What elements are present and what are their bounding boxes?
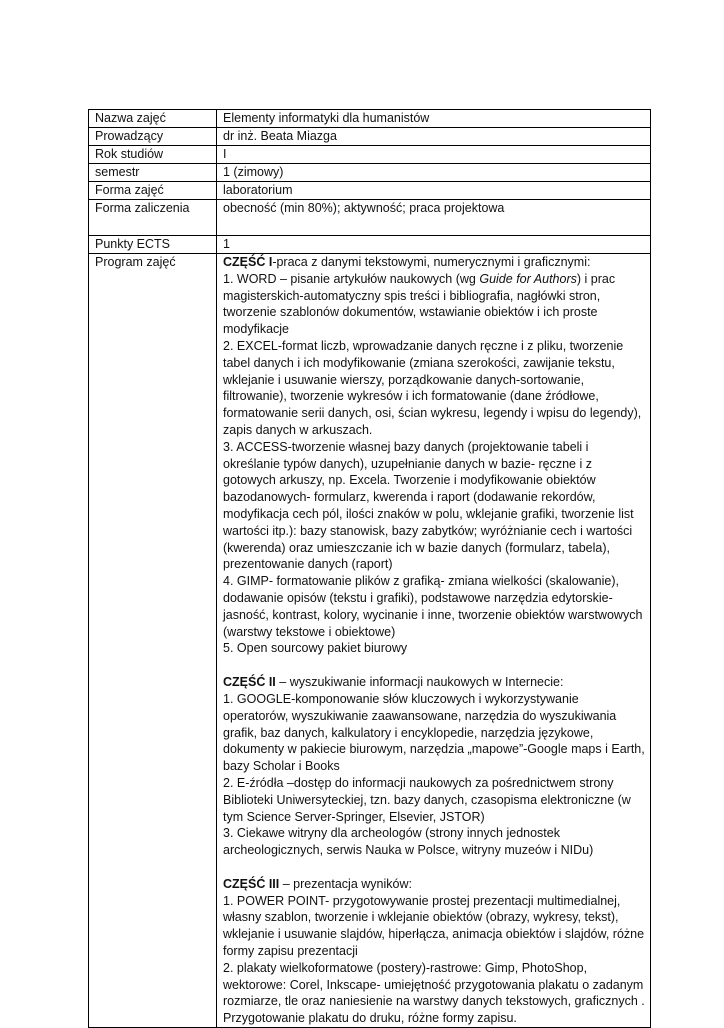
row-value: dr inż. Beata Miazga — [217, 128, 651, 146]
part2-item-websites: 3. Ciekawe witryny dla archeologów (strony innych jednostek archeologicznych, serwis Nauka w Polsce, witryny muzeów i NIDu) — [223, 826, 594, 858]
row-value: laboratorium — [217, 182, 651, 200]
row-label: Rok studiów — [89, 146, 217, 164]
row-label: Prowadzący — [89, 128, 217, 146]
program-content — [217, 254, 651, 1028]
spacer — [223, 657, 646, 674]
row-value: 1 (zimowy) — [217, 164, 651, 182]
part1-title: CZĘŚĆ I — [223, 255, 273, 269]
row-label: Forma zaliczenia — [89, 200, 217, 236]
table-row — [89, 200, 651, 236]
part2-title: CZĘŚĆ II — [223, 675, 276, 690]
table-row — [89, 236, 651, 254]
table-row — [89, 182, 651, 200]
part3-heading — [223, 876, 646, 893]
item-text: ) i prac magisterskich-automatyczny spis treści i bibliografia, nagłówki stron, tworzenie szablonów dokumentów, wstawianie obiektów i ich proste modyfikacje — [223, 271, 616, 337]
part3-item-powerpoint: 1. POWER POINT- przygotowywanie prostej prezentacji multimedialnej, własny szablon, tworzenie i wklejanie obiektów (obrazy, wykresy, tekst), wklejanie i usuwanie slajdów, hiperłącza, animacja obiektów i slajdów, różne formy zapisu prezentacji — [223, 893, 645, 959]
row-label: Punkty ECTS — [89, 236, 217, 254]
row-label: semestr — [89, 164, 217, 182]
table-row — [89, 254, 651, 1028]
table-row — [89, 146, 651, 164]
row-value: I — [217, 146, 651, 164]
part1-subtitle: -praca z danymi tekstowymi, numerycznymi i graficznymi: — [272, 255, 591, 269]
spacer — [223, 859, 646, 876]
row-label: Nazwa zajęć — [89, 110, 217, 128]
item-italic: Guide for Authors — [479, 271, 577, 286]
part1-item-open-source: 5. Open sourcowy pakiet biurowy — [223, 641, 408, 656]
part3-item-posters: 2. plakaty wielkoformatowe (postery)-rastrowe: Gimp, PhotoShop, wektorowe: Corel, Inkscape- umiejętność przygotowania plakatu o zadanym rozmiarze, tle oraz naniesienie na warstwy danych tekstowych, graficznych . Przygotowanie plakatu do druku, różne formy zapisu. — [223, 960, 645, 1026]
item-text: 1. WORD – pisanie artykułów naukowych (wg — [223, 271, 480, 286]
part3-title: CZĘŚĆ III — [223, 876, 280, 891]
part1-item-gimp: 4. GIMP- formatowanie plików z grafiką- zmiana wielkości (skalowanie), dodawanie opisów (tekstu i grafiki), podstawowe narzędzia edytorskie- jasność, kontrast, kolory, wycinanie i inne, tworzenie obiektów warstwowych (warstwy tekstowe i obiektowe) — [223, 574, 643, 639]
part3-subtitle: – prezentacja wyników: — [279, 876, 412, 891]
part1-item-word — [223, 271, 646, 338]
part1-item-access: 3. ACCESS-tworzenie własnej bazy danych (projektowanie tabeli i określanie typów danych), uzupełnianie danych w bazie- ręczne i z gotowych arkuszy, np. Excela. Tworzenie i modyfikowanie obiektów bazodanowych- formularz, kwerenda i raport (dodawanie rekordów, modyfikacja cech pól, ilości znaków w polu, wklejanie grafiki, tworzenie list wartości itp.): bazy stanowisk, bazy zabytków; wyróżnianie cech i wartości (kwerenda) oraz umieszczanie ich w bazie danych (formularz, tabela), prezentowanie danych (raport) — [223, 439, 634, 572]
table-row — [89, 110, 651, 128]
table-row — [89, 128, 651, 146]
part1-heading — [223, 254, 646, 271]
part2-heading — [223, 674, 646, 691]
part1-item-excel: 2. EXCEL-format liczb, wprowadzanie danych ręczne i z pliku, tworzenie tabel danych i ich modyfikowanie (zmiana szerokości, zawijanie tekstu, wklejanie i usuwanie wierszy, porządkowanie danych-sortowanie, filtrowanie), tworzenie wykresów i ich formatowanie (dane źródłowe, formatowanie serii danych, osi, ścian wykresu, legendy i wpisu do legendy), zapis danych w arkuszach. — [223, 338, 642, 437]
table-row — [89, 164, 651, 182]
row-value: 1 — [217, 236, 651, 254]
row-value: obecność (min 80%); aktywność; praca projektowa — [217, 200, 651, 236]
row-value: Elementy informatyki dla humanistów — [217, 110, 651, 128]
row-label: Program zajęć — [89, 254, 217, 1028]
part2-subtitle: – wyszukiwanie informacji naukowych w Internecie: — [275, 675, 564, 690]
part2-item-e-sources: 2. E-źródła –dostęp do informacji naukowych za pośrednictwem strony Biblioteki Uniwersyteckiej, tzn. bazy danych, czasopisma elektroniczne (w tym Science Server-Springer, Elsevier, JSTOR) — [223, 775, 631, 824]
course-syllabus-table — [88, 109, 651, 1028]
row-label: Forma zajęć — [89, 182, 217, 200]
part2-item-google: 1. GOOGLE-komponowanie słów kluczowych i wykorzystywanie operatorów, wyszukiwanie zaawansowane, narzędzia do wyszukiwania grafik, baz danych, kalkulatory i encyklopedie, narzędzia językowe, dokumenty w pakiecie biurowym, narzędzia „mapowe”-Google maps i Earth, bazy Scholar i Books — [223, 691, 645, 774]
